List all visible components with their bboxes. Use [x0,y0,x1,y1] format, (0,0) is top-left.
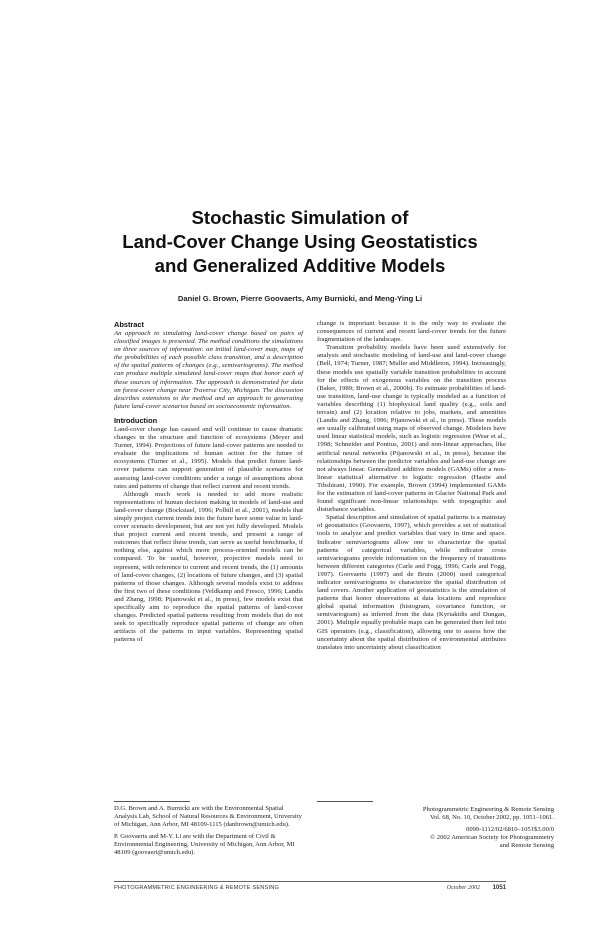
issn-line: 0099-1112/02/6810–1051$3.00/0 [466,826,554,833]
intro-paragraph-2: Although much work is needed to add more realistic representations of human decision making in models of land-use and land-cover change (Bockstael, 1996; Polhill et al., 2001), models that simply project current trends into the future have some value in land-cover scenario development, but are not yet fully developed. Models that project current and recent trends, and present a range of outcomes that reflect these trends, can serve as useful benchmarks, if nothing else, against which more process-oriented models can be compared. To be useful, however, projective models need to represent, with reference to current and recent trends, the (1) amounts of land-cover changes, (2) locations of future changes, and (3) spatial patterns of those changes. Although several models exist to address the first two of these conditions (Veldkamp and Fresco, 1996; Landis and Zhang, 1998; Pijanowski et al., in press), few models exist that specifically aim to reproduce the spatial patterns of land-cover changes. Predicted spatial patterns resulting from models that do not seek to specifically reproduce spatial patterns of change are often artifacts of the patterns in input variables. Representing spatial patterns of [114,490,303,644]
volume-info: Vol. 68, No. 10, October 2002, pp. 1051–1061. [429,814,554,821]
affiliation-1: D.G. Brown and A. Burnicki are with the Environmental Spatial Analysis Lab, School of Natural Resources & Environment, University of Michigan, Ann Arbor, MI 48109-1115 (danbrown@umich.edu). [114,805,302,828]
author-list: Daniel G. Brown, Pierre Goovaerts, Amy Burnicki, and Meng-Ying Li [177,294,423,303]
title-line-2: Land-Cover Change Using Geostatistics [122,231,478,252]
journal-name: Photogrammetric Engineering & Remote Sensing [422,806,554,813]
copyright-line: © 2002 American Society for Photogrammetry [430,834,554,841]
affiliation-2: P. Goovaerts and M-Y. Li are with the Department of Civil & Environmental Engineering, University of Michigan, Ann Arbor, MI 48109 (goovaert@umich.edu). [114,833,295,856]
footer-date: October 2002 [446,885,480,891]
paper-title [40,206,560,278]
title-line-1: Stochastic Simulation of [191,207,409,228]
running-footer [114,881,506,891]
footer-journal: PHOTOGRAMMETRIC ENGINEERING & REMOTE SENSING [114,885,280,891]
abstract-heading: Abstract [114,320,144,329]
right-paragraph-2: Transition probability models have been used extensively for analysis and stochastic modeling of land-use and land-cover change (Bell, 1974; Turner, 1987; Muller and Middleton, 1994). Increasingly, these models use spatially variable transition probabilities to account for the effects of exogenous variables on the transition process (Baker, 1989; Brown et al., 2000b). To estimate probabilities of land-use transition, land-use change is typically modeled as a function of variables describing (1) biophysical land quality (e.g., soils and terrain) and (2) location relative to jobs, markets, and amenities (Landis and Zhang, 1996; Pijanowski et al., in press). These models are usually calibrated using maps of observed change. Modelers have used linear statistical models, such as logistic regression (Wear et al., 1998; Schneider and Pontius, 2001) and non-linear approaches, like artificial neural networks (Pijanowski et al., in press), because the relationships between the predictor variables and land-use change are not always linear. Generalized additive models (GAMs) offer a non-linear statistical alternative to logistic regression (Hastie and Tibshirani, 1990). For example, Brown (1994) implemented GAMs for the estimation of land-cover patterns in Glacier National Park and found significant non-linear relationships with topographic and disturbance variables. [317,344,506,514]
left-column [114,320,303,644]
copyright-line-2: and Remote Sensing [499,842,554,849]
page-number: 1051 [492,885,506,891]
intro-paragraph-1: Land-cover change has caused and will continue to cause dramatic changes in the structure and function of ecosystems (Meyer and Turner, 1994). Projections of future land-cover patterns are needed to evaluate the implications of human action for the future of ecosystems (Turner et al., 1995). Models that predict future land-cover patterns can support generation of plausible scenarios for assessing land-cover conditions under a range of assumptions about rates and patterns of change that reflect current and recent trends. [114,425,303,490]
publication-info [414,806,554,850]
author-affiliations [114,805,304,861]
introduction-heading: Introduction [114,415,158,425]
abstract-text: An approach to simulating land-cover change based on pairs of classified images is presented. The method conditions the simulations on three sources of information: an initial land-cover map, maps of the probabilities of each possible class transition, and a description of the spatial patterns of changes (e.g., semivariograms). The method can produce multiple simulated land-cover maps that honor each of these sources of information. The approach is demonstrated for data on forest-cover change near Traverse City, Michigan. The discussion describes extensions to the method and an approach to generating future land-cover scenarios based on socioeconomic information. [114,330,303,410]
right-column [317,320,506,652]
title-line-3: and Generalized Additive Models [154,255,446,276]
right-paragraph-1: change is important because it is the only way to evaluate the consequences of current and recent land-cover trends for the future fragmentation of the landscape. [317,320,506,344]
footnote-divider-right [317,801,373,802]
footnote-divider-left [114,801,190,802]
right-paragraph-3: Spatial description and simulation of spatial patterns is a mainstay of geostatistics (Goovaerts, 1997), which provides a set of statistical tools to analyze and predict variables that vary in time and space. Indicator semivariograms allow one to characterize the spatial patterns of categorical variables, while indicator cross semivariograms provide information on the frequency of transitions between different categories (Carle and Fogg, 1996; Carle and Fogg, 1997). Goovaerts (1997) and de Bruin (2000) used categorical indicator semivariograms to characterize the spatial distribution of land covers. Another application of geostatistics is the simulation of patterns that honor observations at data locations and reproduce global spatial information (histogram, covariance function, or semivariogram) as inferred from the data (Kyriakidis and Dungan, 2001). Multiple equally probable maps can be generated then fed into GIS operators (e.g., classification), allowing one to assess how the uncertainty about the spatial distribution of environmental attributes translates into uncertainty about classification [317,514,506,651]
